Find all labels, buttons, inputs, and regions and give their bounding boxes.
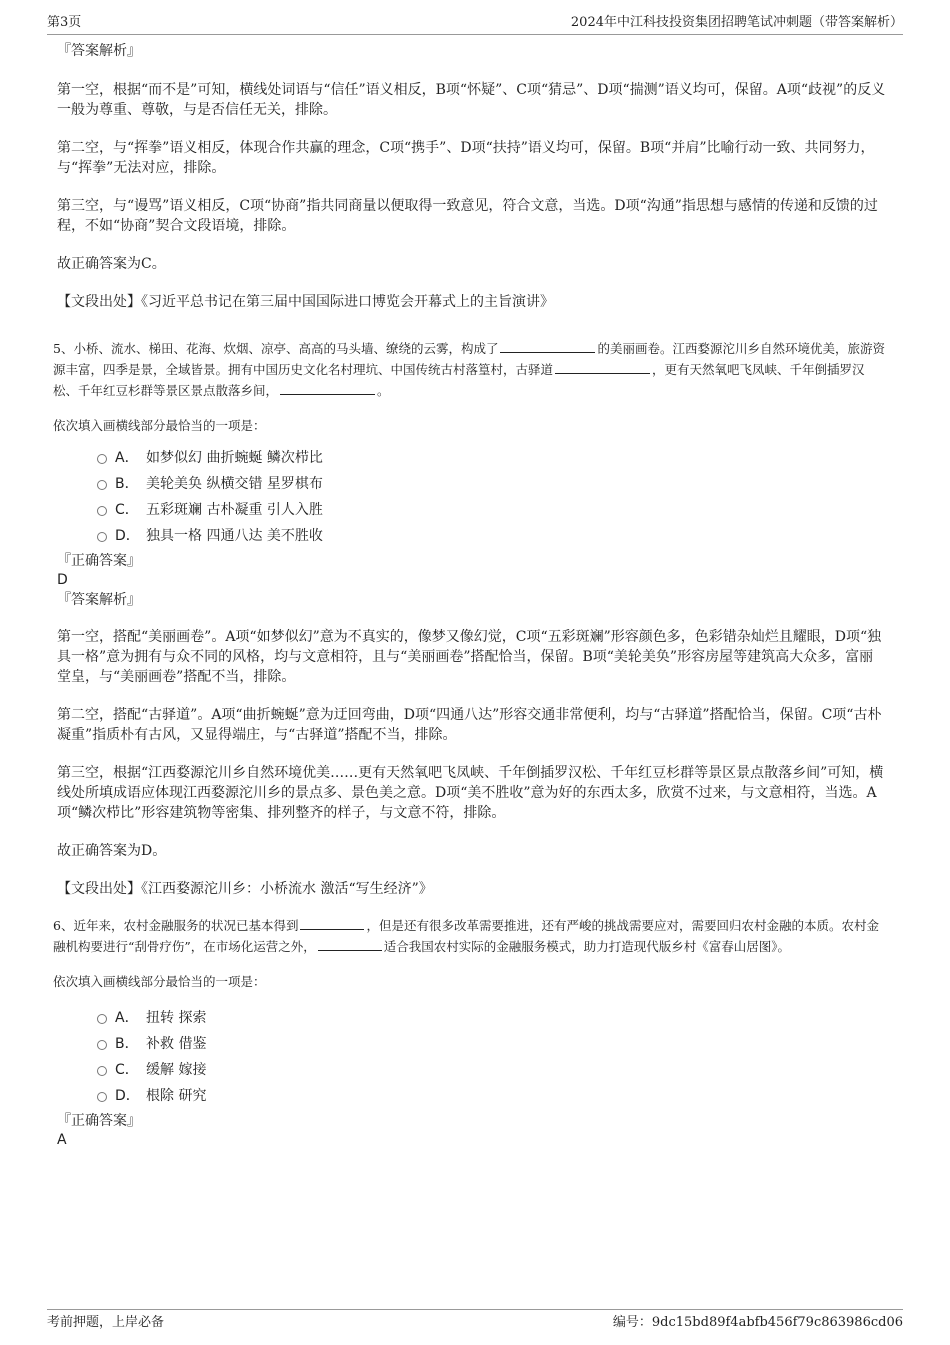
answer-label: 『正确答案』 [57, 1113, 141, 1129]
option-a[interactable] [57, 445, 887, 471]
correct-answer: A [57, 1132, 67, 1148]
radio-button[interactable] [97, 454, 107, 464]
option-a[interactable] [57, 1005, 887, 1031]
question-stem [53, 338, 887, 401]
radio-button[interactable] [97, 1014, 107, 1024]
fill-blank [300, 915, 364, 930]
radio-button[interactable] [97, 1040, 107, 1050]
option-key: B． [115, 476, 139, 492]
analysis-paragraph: 第一空，根据“而不是”可知，横线处词语与“信任”语义相反，B项“怀疑”、C项“猜忌”、D项“揣测”语义均可，保留。A项“歧视”的反义一般为尊重、尊敬，与是否信任无关，排除。 [57, 82, 886, 118]
option-text: 美轮美奂 纵横交错 星罗棋布 [146, 476, 323, 492]
document-code: 编号：9dc15bd89f4abfb456f79c863986cd06 [612, 1315, 903, 1330]
option-text: 根除 研究 [146, 1088, 207, 1104]
question-6 [53, 915, 887, 1149]
question-prompt: 依次填入画横线部分最恰当的一项是： [53, 974, 266, 989]
analysis-paragraph: 第一空，搭配“美丽画卷”。A项“如梦似幻”意为不真实的，像梦又像幻觉，C项“五彩斑斓”形容颜色多，色彩错杂灿烂且耀眼，D项“独具一格”意为拥有与众不同的风格，均与文意相符，且与“美丽画卷”搭配恰当，保留。B项“美轮美奂”形容房屋等建筑高大众多，富丽堂皇，与“美丽画卷”搭配不当，排除。 [57, 629, 882, 685]
q4-analysis [57, 42, 887, 312]
analysis-label: 『答案解析』 [57, 43, 141, 59]
page-header [47, 14, 903, 35]
stem-text: ，更有天然氧吧飞凤峡、千年倒插罗汉松、千年红豆杉群等景区景点散落乡间， [53, 362, 865, 398]
conclusion-text: 故正确答案为C。 [57, 256, 166, 272]
option-text: 如梦似幻 曲折蜿蜒 鳞次栉比 [146, 450, 323, 466]
question-prompt: 依次填入画横线部分最恰当的一项是： [53, 418, 266, 433]
option-text: 扭转 探索 [146, 1010, 207, 1026]
option-key: D． [115, 1088, 140, 1104]
page-number: 第3页 [47, 15, 82, 30]
page-content [53, 42, 887, 1149]
option-key: A． [115, 450, 139, 466]
option-b[interactable] [57, 1031, 887, 1057]
source-citation: 【文段出处】《习近平总书记在第三届中国国际进口博览会开幕式上的主旨演讲》 [57, 294, 554, 310]
option-key: A． [115, 1010, 139, 1026]
stem-text: 适合我国农村实际的金融服务模式，助力打造现代版乡村《富春山居图》。 [383, 939, 791, 954]
radio-button[interactable] [97, 532, 107, 542]
analysis-paragraph: 第二空，搭配“古驿道”。A项“曲折蜿蜒”意为迂回弯曲，D项“四通八达”形容交通非常便利，均与“古驿道”搭配恰当，保留。C项“古朴凝重”指质朴有古风，又显得端庄，与“古驿道”搭配不当，排除。 [57, 707, 882, 743]
analysis-paragraph: 第三空，与“谩骂”语义相反，C项“协商”指共同商量以便取得一致意见，符合文意，当选。D项“沟通”指思想与感情的传递和反馈的过程，不如“协商”契合文段语境，排除。 [57, 198, 878, 234]
option-d[interactable] [57, 523, 887, 549]
radio-button[interactable] [97, 506, 107, 516]
option-text: 五彩斑斓 古朴凝重 引人入胜 [146, 502, 323, 518]
radio-button[interactable] [97, 480, 107, 490]
option-key: C． [115, 1062, 139, 1078]
fill-blank [318, 936, 382, 951]
stem-text: 。 [377, 383, 390, 398]
correct-answer: D [57, 572, 68, 588]
page-footer [47, 1309, 903, 1334]
footer-slogan: 考前押题，上岸必备 [47, 1315, 165, 1330]
stem-text: 6、近年来，农村金融服务的状况已基本得到 [53, 918, 299, 933]
option-d[interactable] [57, 1083, 887, 1109]
analysis-label: 『答案解析』 [57, 592, 141, 608]
stem-text: ，但是还有很多改革需要推进，还有严峻的挑战需要应对，需要回归农村金融的本质。农村金融机构要进行“刮骨疗伤”，在市场化运营之外， [53, 918, 879, 954]
analysis-paragraph: 第二空，与“挥拳”语义相反，体现合作共赢的理念，C项“携手”、D项“扶持”语义均可，保留。B项“并肩”比喻行动一致、共同努力，与“挥拳”无法对应，排除。 [57, 140, 875, 176]
stem-text: 的美丽画卷。江西婺源沱川乡自然环境优美，旅游资源丰富，四季是景，全域皆景。拥有中国历史文化名村理坑、中国传统古村落篁村，古驿道 [53, 341, 885, 377]
question-5 [53, 338, 887, 899]
option-key: B． [115, 1036, 139, 1052]
option-text: 补救 借鉴 [146, 1036, 207, 1052]
option-key: D． [115, 528, 140, 544]
fill-blank [555, 359, 650, 374]
source-citation: 【文段出处】《江西婺源沱川乡：小桥流水 激活“写生经济”》 [57, 881, 433, 897]
answer-label: 『正确答案』 [57, 553, 141, 569]
option-list [57, 1005, 887, 1109]
analysis-paragraph: 第三空，根据“江西婺源沱川乡自然环境优美……更有天然氧吧飞凤峡、千年倒插罗汉松、千年红豆杉群等景区景点散落乡间”可知，横线处所填成语应体现江西婺源沱川乡的景点多、景色美之意。D项“美不胜收”意为好的东西太多，欣赏不过来，与文意相符，当选。A项“鳞次栉比”形容建筑物等密集、排列整齐的样子，与文意不符，排除。 [57, 765, 884, 821]
option-text: 缓解 嫁接 [146, 1062, 207, 1078]
radio-button[interactable] [97, 1092, 107, 1102]
document-title: 2024年中江科技投资集团招聘笔试冲刺题（带答案解析） [570, 15, 903, 30]
fill-blank [280, 380, 375, 395]
option-text: 独具一格 四通八达 美不胜收 [146, 528, 323, 544]
option-list [57, 445, 887, 549]
conclusion-text: 故正确答案为D。 [57, 843, 167, 859]
option-c[interactable] [57, 497, 887, 523]
radio-button[interactable] [97, 1066, 107, 1076]
option-key: C． [115, 502, 139, 518]
stem-text: 5、小桥、流水、梯田、花海、炊烟、凉亭、高高的马头墙、缭绕的云雾，构成了 [53, 341, 499, 356]
option-c[interactable] [57, 1057, 887, 1083]
option-b[interactable] [57, 471, 887, 497]
fill-blank [500, 338, 595, 353]
question-stem [53, 915, 887, 957]
